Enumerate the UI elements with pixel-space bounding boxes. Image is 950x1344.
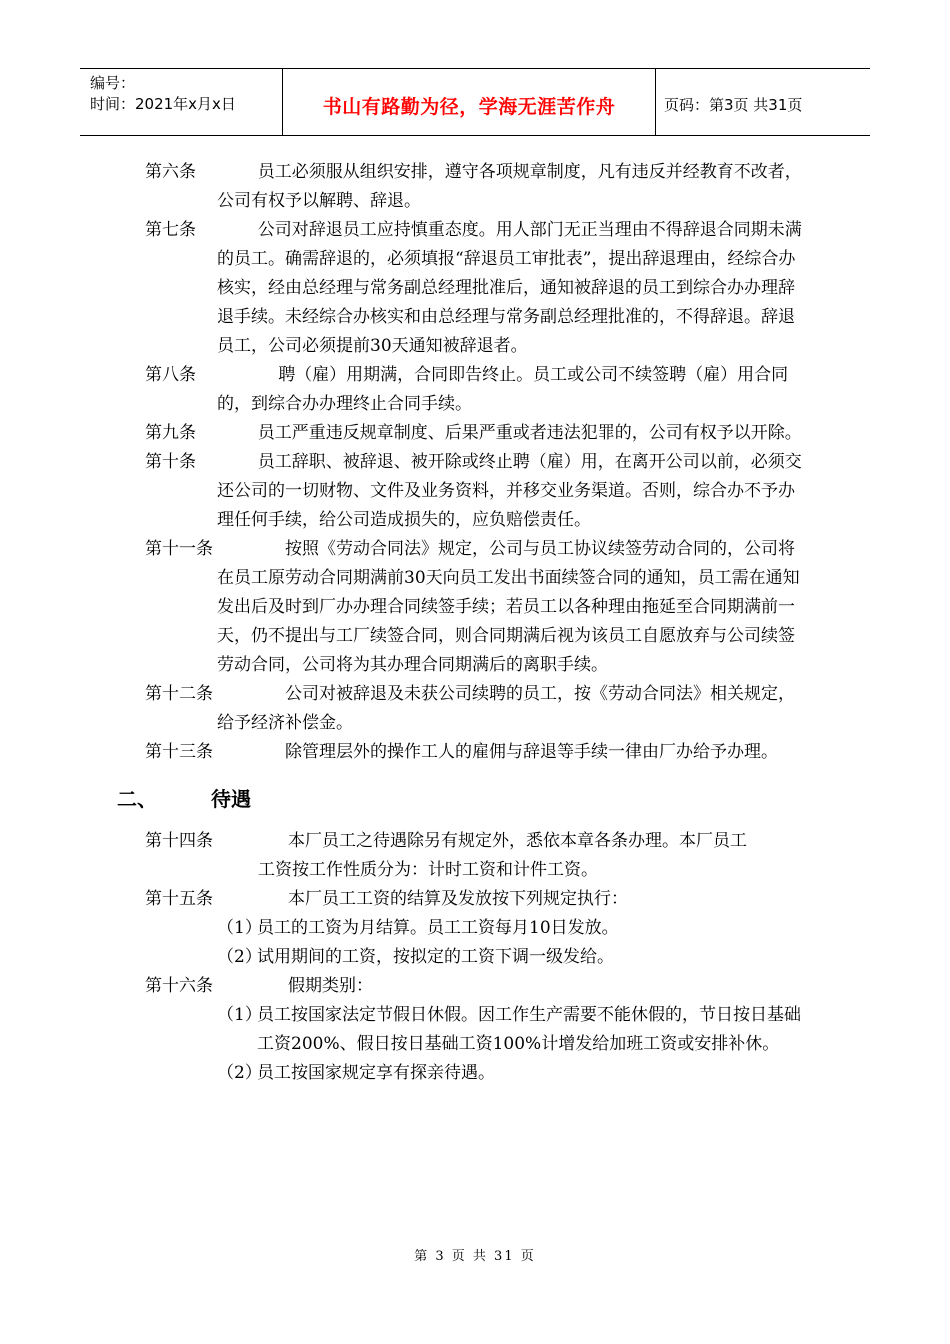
header-motto: [282, 69, 656, 135]
article-number: 第六条: [145, 162, 196, 182]
section-heading: [117, 771, 950, 827]
article-number: 第十六条: [145, 976, 213, 996]
article: [0, 680, 950, 738]
article-number: 第十条: [145, 452, 196, 472]
page-label: 页码：第3页 共31页: [664, 95, 803, 114]
article-text: 假期类别：: [288, 976, 373, 996]
article-14: [0, 827, 950, 885]
articles-list: [0, 158, 950, 767]
article-number: 第九条: [145, 423, 196, 443]
article: [0, 448, 950, 535]
article-number: 第八条: [145, 365, 196, 385]
list-item-label: （2）: [217, 947, 262, 967]
header-page: [656, 69, 870, 135]
article-number: 第十四条: [145, 831, 213, 851]
article-number: 第十三条: [145, 742, 213, 762]
list-item-text: 员工按国家规定享有探亲待遇。: [257, 1063, 495, 1083]
article: [0, 216, 950, 361]
article-text: 公司对被辞退及未获公司续聘的员工，按《劳动合同法》相关规定，给予经济补偿金。: [217, 684, 795, 733]
motto-text: 书山有路勤为径，学海无涯苦作舟: [322, 95, 616, 118]
article: [0, 419, 950, 448]
article-number: 第十一条: [145, 539, 213, 559]
document-body: [0, 158, 950, 1088]
list-item: [0, 1059, 950, 1088]
header-meta: [80, 69, 282, 135]
list-item-label: （1）: [217, 918, 262, 938]
section-number: 二、: [117, 787, 157, 811]
article-text: 本厂员工工资的结算及发放按下列规定执行：: [288, 889, 628, 909]
article-text: 公司对辞退员工应持慎重态度。用人部门无正当理由不得辞退合同期未满的员工。确需辞退的，必须填报“辞退员工审批表”，提出辞退理由，经综合办核实，经由总经理与常务副总经理批准后，通知被辞退的员工到综合办办理辞退手续。未经综合办核实和由总经理与常务副总经理批准的，不得辞退。辞退员工，公司必须提前30天通知被辞退者。: [217, 220, 802, 356]
article: [0, 158, 950, 216]
article: [0, 535, 950, 680]
article-text: 员工必须服从组织安排，遵守各项规章制度，凡有违反并经教育不改者，公司有权予以解聘、辞退。: [217, 162, 802, 211]
article: [0, 738, 950, 767]
list-item-label: （1）: [217, 1005, 262, 1025]
article-text: 按照《劳动合同法》规定，公司与员工协议续签劳动合同的，公司将在员工原劳动合同期满前30天向员工发出书面续签合同的通知，员工需在通知发出后及时到厂办办理合同续签手续；若员工以各种理由拖延至合同期满前一天，仍不提出与工厂续签合同，则合同期满后视为该员工自愿放弃与公司续签劳动合同，公司将为其办理合同期满后的离职手续。: [217, 539, 800, 675]
article-15: [0, 885, 950, 914]
article-line-1: 本厂员工之待遇除另有规定外，悉依本章各条办理。本厂员工: [288, 831, 747, 851]
number-label: 编号：: [90, 74, 136, 92]
list-item-label: （2）: [217, 1063, 262, 1083]
article-number: 第十五条: [145, 889, 213, 909]
page-footer: 第 3 页 共 31 页: [414, 1249, 536, 1264]
article-line-2: 工资按工作性质分为：计时工资和计件工资。: [258, 860, 598, 880]
page-header: [80, 68, 870, 136]
article-number: 第七条: [145, 220, 196, 240]
article: [0, 361, 950, 419]
article-text: 除管理层外的操作工人的雇佣与辞退等手续一律由厂办给予办理。: [285, 742, 778, 762]
date-label: 时间：2021年x月x日: [90, 95, 236, 113]
list-item-text: 员工按国家法定节假日休假。因工作生产需要不能休假的，节日按日基础工资200%、假日按日基础工资100%计增发给加班工资或安排补休。: [257, 1005, 801, 1054]
list-item: [0, 943, 950, 972]
article-16-items: [0, 1001, 950, 1088]
article-16: [0, 972, 950, 1001]
article-number: 第十二条: [145, 684, 213, 704]
list-item: [0, 1001, 950, 1059]
article-text: 聘（雇）用期满，合同即告终止。员工或公司不续签聘（雇）用合同的，到综合办办理终止合同手续。: [217, 365, 789, 414]
section-title: 待遇: [211, 787, 251, 811]
list-item: [0, 914, 950, 943]
article-text: 员工辞职、被辞退、被开除或终止聘（雇）用，在离开公司以前，必须交还公司的一切财物、文件及业务资料，并移交业务渠道。否则，综合办不予办理任何手续，给公司造成损失的，应负赔偿责任。: [217, 452, 802, 530]
list-item-text: 员工的工资为月结算。员工工资每月10日发放。: [257, 918, 619, 938]
list-item-text: 试用期间的工资，按拟定的工资下调一级发给。: [257, 947, 614, 967]
article-text: 员工严重违反规章制度、后果严重或者违法犯罪的，公司有权予以开除。: [257, 423, 802, 443]
article-15-items: [0, 914, 950, 972]
